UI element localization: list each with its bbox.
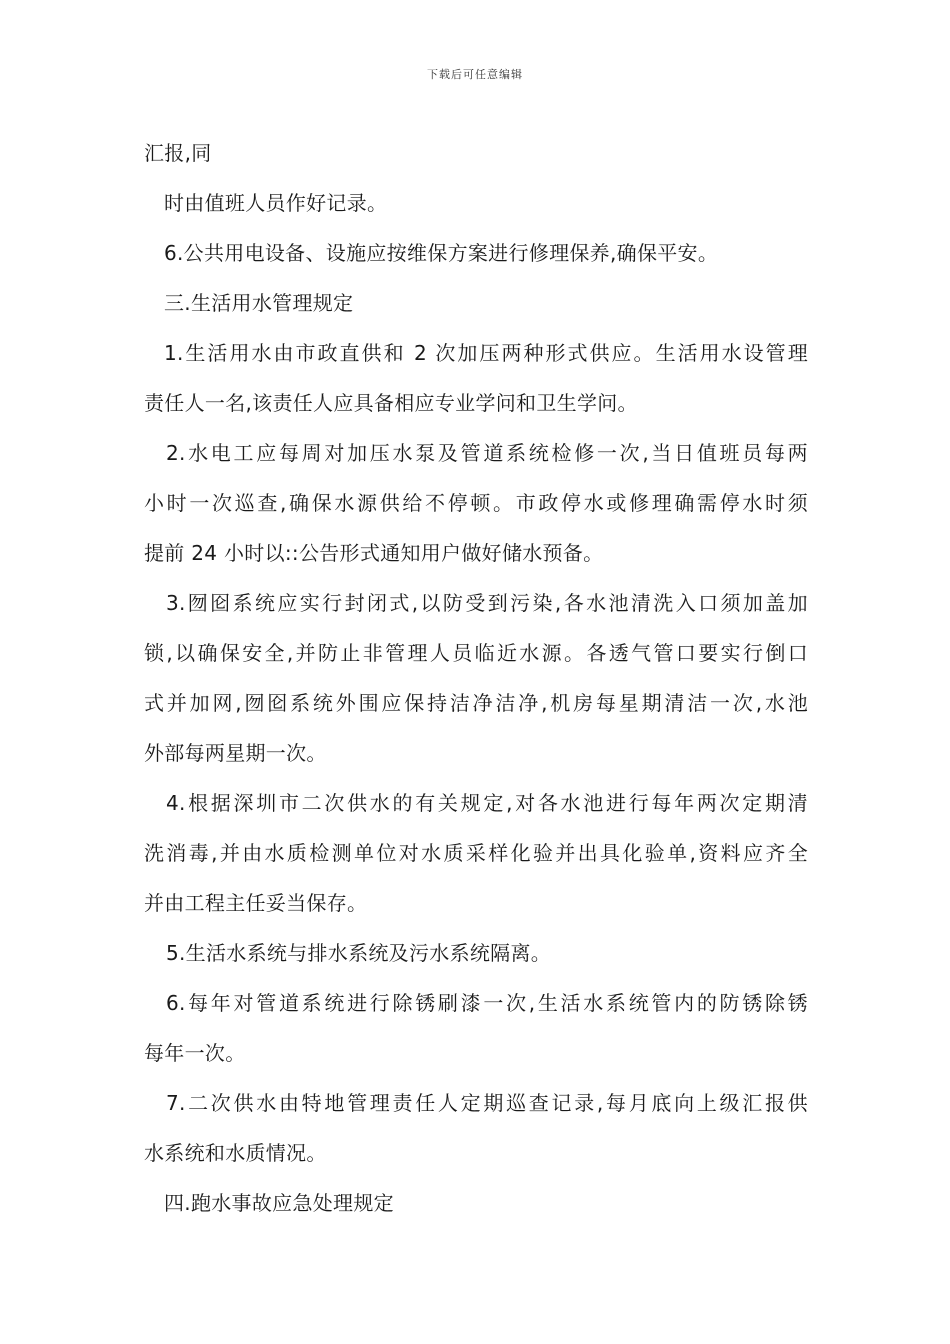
text-line: 时由值班人员作好记录。 [164,191,388,215]
text-line: 3.囫囵系统应实行封闭式,以防受到污染,各水池清洗入口须加盖加 [166,591,808,615]
text-line: 汇报,同 [144,141,212,165]
text-line: 并由工程主任妥当保存。 [144,891,368,915]
text-line: 5.生活水系统与排水系统及污水系统隔离。 [166,941,552,965]
text-line: 每年一次。 [144,1041,246,1065]
document-body [144,128,808,1228]
section-heading: 三.生活用水管理规定 [164,291,354,315]
text-line: 6.公共用电设备、设施应按维保方案进行修理保养,确保平安。 [164,241,719,265]
text-line: 1.生活用水由市政直供和 2 次加压两种形式供应。生活用水设管理 [164,341,808,365]
text-line: 洗消毒,并由水质检测单位对水质采样化验并出具化验单,资料应齐全 [144,841,808,865]
text-line: 7.二次供水由特地管理责任人定期巡查记录,每月底向上级汇报供 [166,1091,808,1115]
text-line: 小时一次巡查,确保水源供给不停顿。市政停水或修理确需停水时须 [144,491,808,515]
text-line: 式并加网,囫囵系统外围应保持洁净洁净,机房每星期清洁一次,水池 [144,691,808,715]
text-line: 提前 24 小时以::公告形式通知用户做好储水预备。 [144,541,604,565]
text-line: 锁,以确保安全,并防止非管理人员临近水源。各透气管口要实行倒口 [144,641,808,665]
text-line: 6.每年对管道系统进行除锈刷漆一次,生活水系统管内的防锈除锈 [166,991,808,1015]
page-header: 下载后可任意编辑 [427,68,523,81]
text-line: 责任人一名,该责任人应具备相应专业学问和卫生学问。 [144,391,638,415]
text-line: 4.根据深圳市二次供水的有关规定,对各水池进行每年两次定期清 [166,791,808,815]
section-heading: 四.跑水事故应急处理规定 [164,1191,394,1215]
text-line: 外部每两星期一次。 [144,741,327,765]
text-line: 2.水电工应每周对加压水泵及管道系统检修一次,当日值班员每两 [166,441,808,465]
text-line: 水系统和水质情况。 [144,1141,327,1165]
